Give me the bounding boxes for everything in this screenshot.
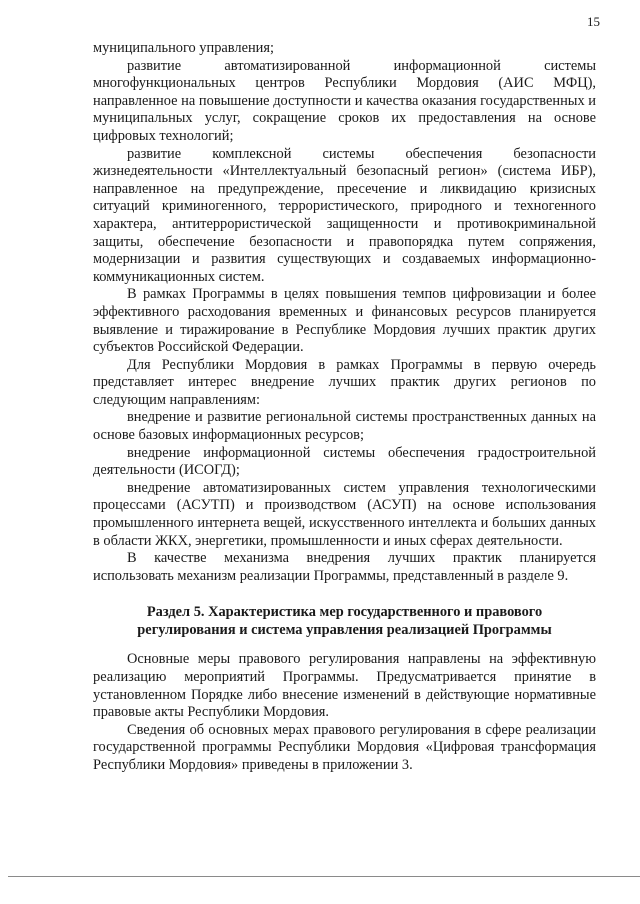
- paragraph: Для Республики Мордовия в рамках Программы в первую очередь представляет интерес внедрение лучших практик других регионов по следующим направлениям:: [93, 356, 596, 408]
- paragraphs-after-heading: [93, 651, 596, 774]
- paragraphs-before-heading: [93, 40, 596, 585]
- paragraph: Сведения об основных мерах правового регулирования в сфере реализации государственной программы Республики Мордовия «Цифровая трансформация Республики Мордовия» приведены в приложении 3.: [93, 721, 596, 773]
- section-heading-line-1: Раздел 5. Характеристика мер государственного и правового: [146, 604, 543, 621]
- paragraph: В качестве механизма внедрения лучших практик планируется использовать механизм реализации Программы, представленный в разделе 9.: [93, 550, 596, 584]
- paragraph: муниципального управления;: [93, 40, 274, 56]
- paragraph: Основные меры правового регулирования направлены на эффективную реализацию мероприятий Программы. Предусматривается принятие в установленном Порядке либо внесение изменений в действующие нормативные правовые акты Республики Мордовия.: [93, 651, 596, 721]
- bottom-divider: [8, 876, 640, 877]
- section-heading-line-2: регулирования и система управления реализацией Программы: [137, 622, 552, 639]
- paragraph: внедрение автоматизированных систем управления технологическими процессами (АСУТП) и производством (АСУП) на основе использования промышленного интернета вещей, искусственного интеллекта и больших данных в области ЖКХ, энергетики, промышленности и иных сферах деятельности.: [93, 479, 596, 549]
- paragraph: развитие комплексной системы обеспечения безопасности жизнедеятельности «Интеллектуальный безопасный регион» (система ИБР), направленное на предупреждение, пресечение и ликвидацию кризисных ситуаций криминогенного, террористического, природного и техногенного характера, антитеррористической защищенности и противокриминальной защиты, обеспечение безопасности и правопорядка путем сопряжения, модернизации и развития существующих и создаваемых информационно-коммуникационных систем.: [93, 145, 596, 285]
- paragraph: внедрение и развитие региональной системы пространственных данных на основе базовых информационных ресурсов;: [93, 409, 596, 444]
- page-number: 15: [587, 14, 600, 29]
- paragraph: В рамках Программы в целях повышения темпов цифровизации и более эффективного расходования временных и финансовых ресурсов планируется выявление и тиражирование в Республике Мордовия лучших практик других субъектов Российской Федерации.: [93, 286, 596, 356]
- paragraph: внедрение информационной системы обеспечения градостроительной деятельности (ИСОГД);: [93, 444, 596, 479]
- page-content: [93, 40, 596, 775]
- section-heading: [93, 603, 596, 639]
- paragraph: развитие автоматизированной информационной системы многофункциональных центров Республики Мордовия (АИС МФЦ), направленное на повышение доступности и качества оказания государственных и муниципальных услуг, сокращение сроков их предоставления на основе цифровых технологий;: [93, 57, 596, 144]
